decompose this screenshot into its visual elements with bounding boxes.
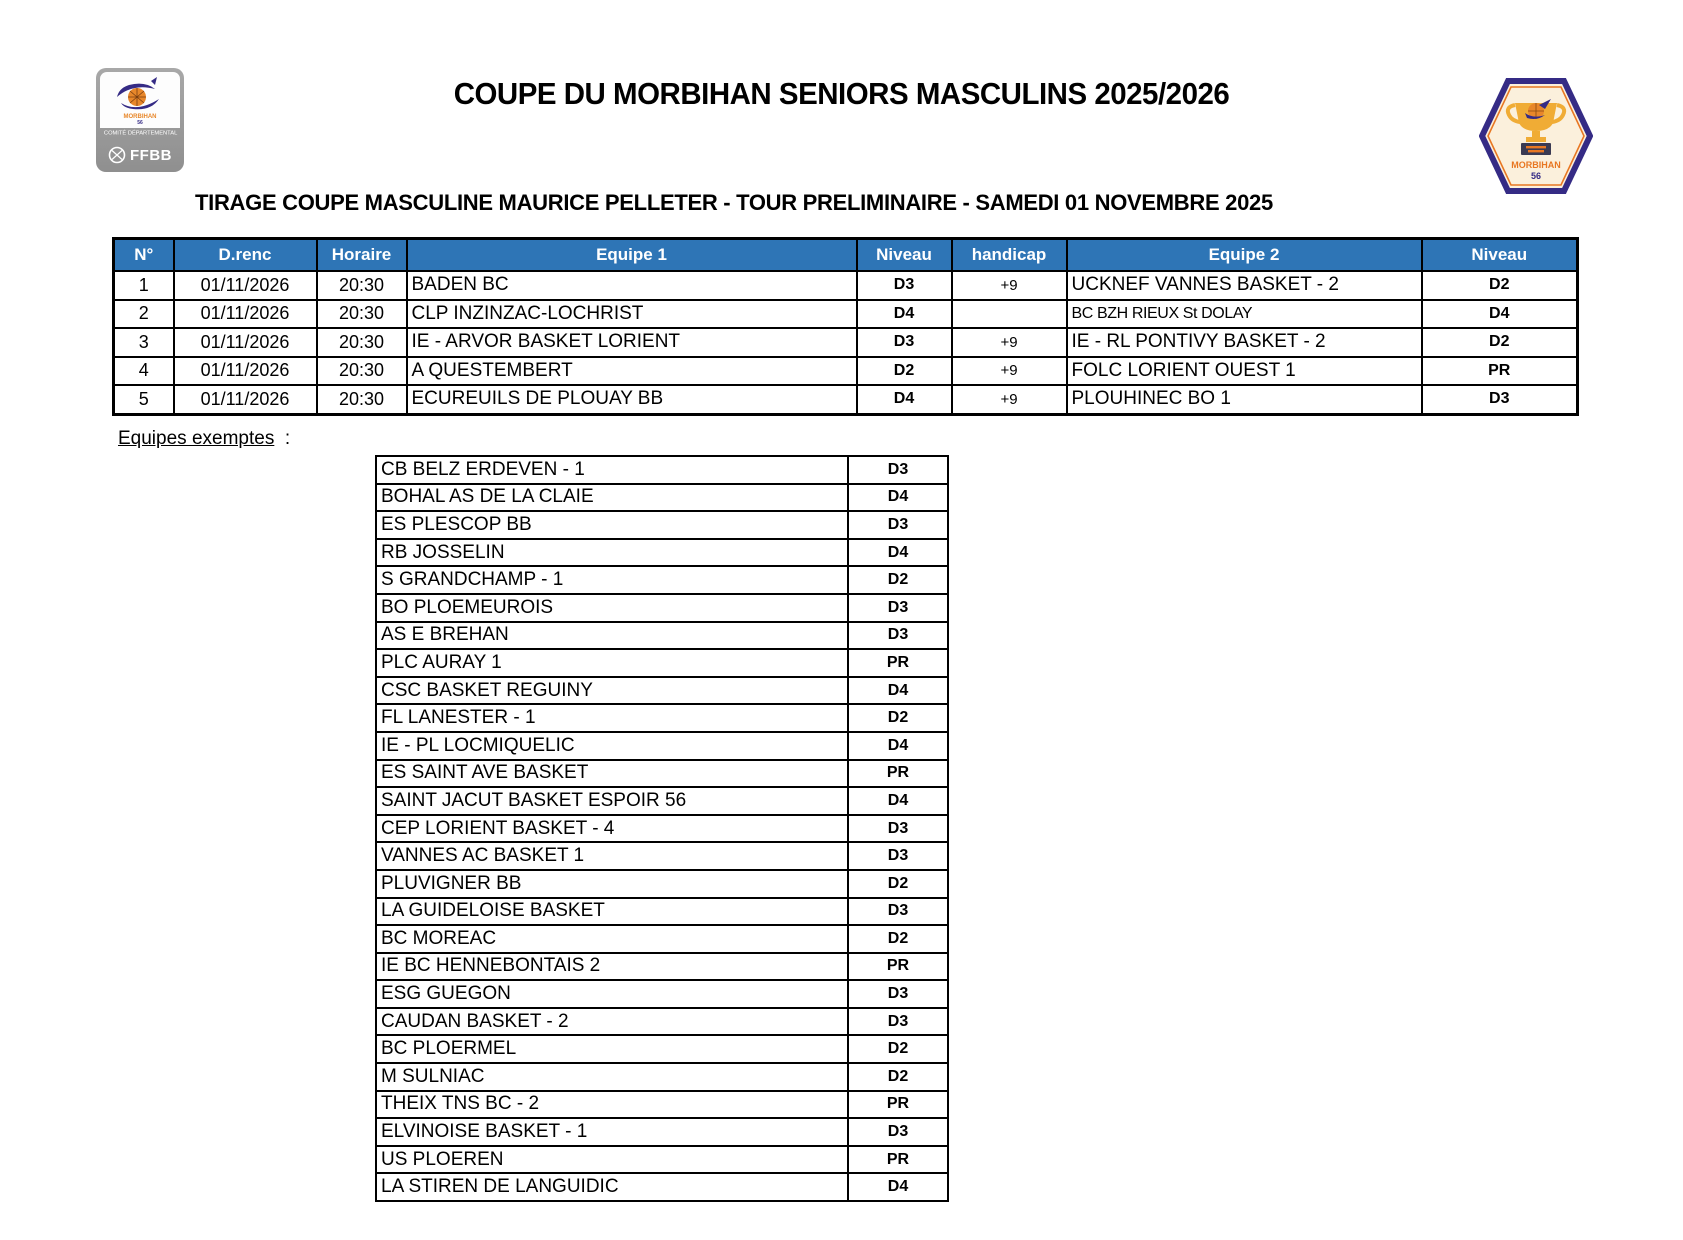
exempt-team-level: PR	[848, 1146, 948, 1174]
exempt-team-name: ES SAINT AVE BASKET	[376, 760, 848, 788]
exempt-team-name: BC MOREAC	[376, 925, 848, 953]
exempt-table-row	[376, 539, 948, 567]
match-time: 20:30	[317, 385, 407, 414]
team2-level: D3	[1422, 385, 1578, 414]
team1-level: D2	[857, 357, 952, 386]
exempt-table-row	[376, 925, 948, 953]
team1-level: D3	[857, 271, 952, 300]
match-date: 01/11/2026	[174, 271, 317, 300]
exempt-table-row	[376, 1146, 948, 1174]
cup-logo-number-text: 56	[1530, 171, 1542, 181]
exempt-table-row	[376, 704, 948, 732]
exempt-team-name: ESG GUEGON	[376, 980, 848, 1008]
team1-level: D4	[857, 300, 952, 329]
match-date: 01/11/2026	[174, 357, 317, 386]
col-header-level2: Niveau	[1422, 239, 1578, 272]
exempt-table-body	[376, 456, 948, 1201]
col-header-team2: Equipe 2	[1067, 239, 1422, 272]
exempt-team-level: PR	[848, 953, 948, 981]
handicap-value: +9	[952, 271, 1067, 300]
emblem-number-text: 56	[137, 120, 143, 125]
match-time: 20:30	[317, 328, 407, 357]
team2-level: D4	[1422, 300, 1578, 329]
exempt-table-row	[376, 953, 948, 981]
exempt-table-row	[376, 1008, 948, 1036]
exempt-team-level: D3	[848, 1008, 948, 1036]
exempt-team-name: PLUVIGNER BB	[376, 870, 848, 898]
match-number: 1	[114, 271, 174, 300]
exempt-team-level: D2	[848, 1063, 948, 1091]
match-date: 01/11/2026	[174, 385, 317, 414]
exempt-team-level: D3	[848, 456, 948, 484]
exempt-team-level: D2	[848, 925, 948, 953]
exempt-table-row	[376, 511, 948, 539]
draw-table-row	[114, 328, 1578, 357]
draw-table-row	[114, 300, 1578, 329]
match-time: 20:30	[317, 300, 407, 329]
exempt-team-name: IE BC HENNEBONTAIS 2	[376, 953, 848, 981]
exempt-table-row	[376, 484, 948, 512]
ffbb-label: FFBB	[130, 146, 172, 164]
exempt-team-name: S GRANDCHAMP - 1	[376, 566, 848, 594]
exempt-team-name: AS E BREHAN	[376, 622, 848, 650]
exempt-table-row	[376, 1118, 948, 1146]
team2-name: UCKNEF VANNES BASKET - 2	[1067, 271, 1422, 300]
exempt-table-row	[376, 760, 948, 788]
exempt-team-name: FL LANESTER - 1	[376, 704, 848, 732]
exempt-team-name: BOHAL AS DE LA CLAIE	[376, 484, 848, 512]
exempt-team-name: ELVINOISE BASKET - 1	[376, 1118, 848, 1146]
team2-level: D2	[1422, 328, 1578, 357]
exempt-team-name: LA STIREN DE LANGUIDIC	[376, 1173, 848, 1201]
draw-table	[112, 237, 1579, 416]
exempt-team-name: BO PLOEMEUROIS	[376, 594, 848, 622]
team2-name: BC BZH RIEUX St DOLAY	[1067, 300, 1422, 329]
exempt-team-level: D3	[848, 1118, 948, 1146]
page-title: COUPE DU MORBIHAN SENIORS MASCULINS 2025/2026	[453, 76, 1230, 111]
exempt-team-name: CAUDAN BASKET - 2	[376, 1008, 848, 1036]
draw-table-row	[114, 357, 1578, 386]
exempt-table-row	[376, 898, 948, 926]
match-number: 2	[114, 300, 174, 329]
team1-name: BADEN BC	[407, 271, 857, 300]
draw-table-header-row	[114, 239, 1578, 272]
exempt-team-name: LA GUIDELOISE BASKET	[376, 898, 848, 926]
exempt-team-name: IE - PL LOCMIQUELIC	[376, 732, 848, 760]
exempt-label-colon: :	[284, 428, 291, 449]
handicap-value: +9	[952, 385, 1067, 414]
handicap-value	[952, 300, 1067, 329]
exempt-team-name: PLC AURAY 1	[376, 649, 848, 677]
exempt-team-level: D2	[848, 870, 948, 898]
exempt-table-row	[376, 566, 948, 594]
team1-level: D3	[857, 328, 952, 357]
team2-level: PR	[1422, 357, 1578, 386]
exempt-team-level: D3	[848, 980, 948, 1008]
exempt-table-row	[376, 787, 948, 815]
exempt-table-row	[376, 456, 948, 484]
exempt-table-row	[376, 842, 948, 870]
committee-label: COMITÉ DÉPARTEMENTAL	[103, 130, 178, 137]
col-header-date: D.renc	[174, 239, 317, 272]
team1-name: A QUESTEMBERT	[407, 357, 857, 386]
exempt-team-name: THEIX TNS BC - 2	[376, 1091, 848, 1119]
match-number: 5	[114, 385, 174, 414]
exempt-team-level: D4	[848, 677, 948, 705]
ffbb-basketball-icon	[108, 146, 126, 164]
exempt-table-row	[376, 649, 948, 677]
team1-name: CLP INZINZAC-LOCHRIST	[407, 300, 857, 329]
exempt-team-level: D4	[848, 1173, 948, 1201]
exempt-table-row	[376, 1091, 948, 1119]
draw-subtitle: TIRAGE COUPE MASCULINE MAURICE PELLETER - TOUR PRELIMINAIRE - SAMEDI 01 NOVEMBRE 2025	[195, 190, 1273, 215]
exempt-team-level: D3	[848, 842, 948, 870]
exempt-table-row	[376, 1035, 948, 1063]
exempt-table-row	[376, 677, 948, 705]
team2-name: IE - RL PONTIVY BASKET - 2	[1067, 328, 1422, 357]
exempt-table-row	[376, 622, 948, 650]
exempt-team-name: CSC BASKET REGUINY	[376, 677, 848, 705]
exempt-team-name: VANNES AC BASKET 1	[376, 842, 848, 870]
exempt-team-level: D3	[848, 815, 948, 843]
exempt-team-level: PR	[848, 649, 948, 677]
exempt-team-level: D3	[848, 898, 948, 926]
exempt-table-row	[376, 815, 948, 843]
exempt-team-name: SAINT JACUT BASKET ESPOIR 56	[376, 787, 848, 815]
exempt-teams-label	[118, 428, 290, 450]
exempt-team-level: PR	[848, 1091, 948, 1119]
team1-name: IE - ARVOR BASKET LORIENT	[407, 328, 857, 357]
cup-logo-morbihan-text: MORBIHAN	[1511, 160, 1561, 170]
exempt-team-level: D2	[848, 1035, 948, 1063]
exempt-table-row	[376, 870, 948, 898]
exempt-team-name: US PLOEREN	[376, 1146, 848, 1174]
team2-name: FOLC LORIENT OUEST 1	[1067, 357, 1422, 386]
exempt-table	[375, 455, 949, 1202]
emblem-morbihan-text: MORBIHAN	[123, 114, 157, 120]
exempt-team-level: D4	[848, 484, 948, 512]
team1-level: D4	[857, 385, 952, 414]
exempt-team-level: D3	[848, 622, 948, 650]
handicap-value: +9	[952, 328, 1067, 357]
exempt-team-name: BC PLOERMEL	[376, 1035, 848, 1063]
exempt-team-name: M SULNIAC	[376, 1063, 848, 1091]
match-number: 3	[114, 328, 174, 357]
exempt-team-name: CB BELZ ERDEVEN - 1	[376, 456, 848, 484]
match-time: 20:30	[317, 271, 407, 300]
col-header-num: N°	[114, 239, 174, 272]
match-date: 01/11/2026	[174, 328, 317, 357]
exempt-team-level: PR	[848, 760, 948, 788]
exempt-team-name: RB JOSSELIN	[376, 539, 848, 567]
match-date: 01/11/2026	[174, 300, 317, 329]
match-time: 20:30	[317, 357, 407, 386]
draw-table-body	[114, 271, 1578, 414]
draw-table-row	[114, 271, 1578, 300]
col-header-level1: Niveau	[857, 239, 952, 272]
exempt-label-text: Equipes exemptes	[118, 428, 275, 449]
team2-level: D2	[1422, 271, 1578, 300]
exempt-team-level: D4	[848, 539, 948, 567]
exempt-team-level: D4	[848, 787, 948, 815]
team2-name: PLOUHINEC BO 1	[1067, 385, 1422, 414]
exempt-table-row	[376, 594, 948, 622]
exempt-table-row	[376, 1063, 948, 1091]
exempt-team-name: CEP LORIENT BASKET - 4	[376, 815, 848, 843]
morbihan-cup-logo	[1479, 77, 1593, 195]
exempt-table-row	[376, 732, 948, 760]
exempt-team-level: D2	[848, 566, 948, 594]
exempt-team-level: D3	[848, 511, 948, 539]
handicap-value: +9	[952, 357, 1067, 386]
col-header-handicap: handicap	[952, 239, 1067, 272]
match-number: 4	[114, 357, 174, 386]
exempt-table-row	[376, 980, 948, 1008]
col-header-team1: Equipe 1	[407, 239, 857, 272]
draw-table-row	[114, 385, 1578, 414]
col-header-time: Horaire	[317, 239, 407, 272]
team1-name: ECUREUILS DE PLOUAY BB	[407, 385, 857, 414]
exempt-table-row	[376, 1173, 948, 1201]
exempt-team-level: D4	[848, 732, 948, 760]
exempt-team-level: D2	[848, 704, 948, 732]
exempt-team-name: ES PLESCOP BB	[376, 511, 848, 539]
exempt-team-level: D3	[848, 594, 948, 622]
